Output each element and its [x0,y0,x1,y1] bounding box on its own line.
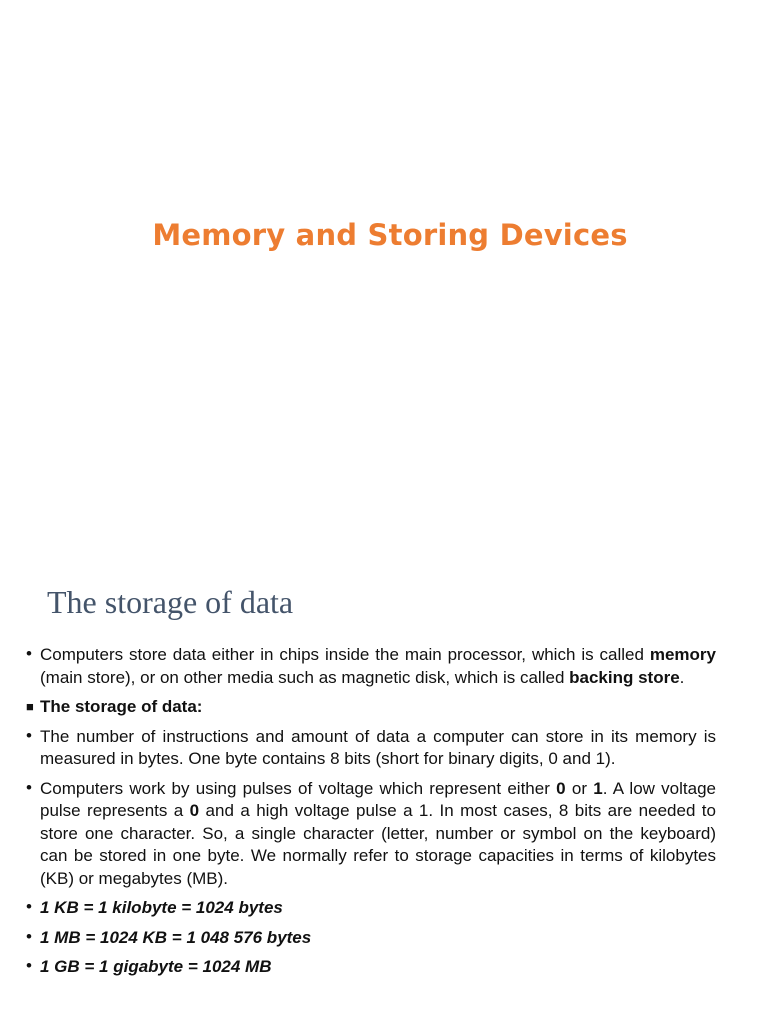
bullet-text: Computers store data either in chips inside the main processor, which is called [40,645,650,664]
bullet-item-mb [26,927,716,950]
bullet-item-heading [26,696,716,719]
bullet-marker: • [26,897,32,916]
bullet-text: . A low voltage pulse represents a [40,778,717,820]
bullet-text: . [679,667,685,687]
bullet-text: (main store), or on other media such as magnetic disk, which is called [40,667,570,687]
bullet-list [26,644,716,986]
bold-term-memory: memory [649,645,716,664]
bullet-text: The number of instructions and amount of data a computer can store in its memory is measured in bytes. One byte contains 8 bits (short for binary digits, 0 and 1). [40,726,716,768]
unit-definition-kb: 1 KB = 1 kilobyte = 1024 bytes [40,898,283,917]
bold-term-backing-store: backing store [569,667,680,687]
bullet-heading-text: The storage of data: [40,697,203,716]
bullet-text: or [565,778,594,798]
bullet-marker: • [26,777,32,797]
bold-digit: 0 [556,778,566,798]
bullet-marker: • [26,644,32,663]
section-title: The storage of data [47,584,294,620]
bullet-text: and a high voltage pulse a 1. In most cases, 8 bits are needed to store one character. So, a single character (letter, number or symbol on the keyboard) can be stored in one byte. We normally refer to storage capacities in terms of kilobytes (KB) or megabytes (MB). [40,801,716,888]
unit-definition-gb: 1 GB = 1 gigabyte = 1024 MB [40,957,272,976]
bullet-item-bytes [26,726,716,771]
bold-digit: 1 [593,778,603,798]
bullet-marker: • [26,956,32,975]
bullet-text: Computers work by using pulses of voltage which represent either [40,778,557,798]
bullet-item-memory [26,644,716,689]
unit-definition-mb: 1 MB = 1024 KB = 1 048 576 bytes [40,927,312,947]
bullet-item-kb [26,897,716,920]
bullet-item-voltage [26,778,716,891]
bullet-item-gb [26,956,716,979]
slide-title: Memory and Storing Devices [152,218,628,252]
square-bullet-marker: ■ [26,699,34,714]
bullet-marker: • [26,725,32,745]
bold-digit: 0 [189,801,200,820]
bullet-marker: • [26,926,32,946]
